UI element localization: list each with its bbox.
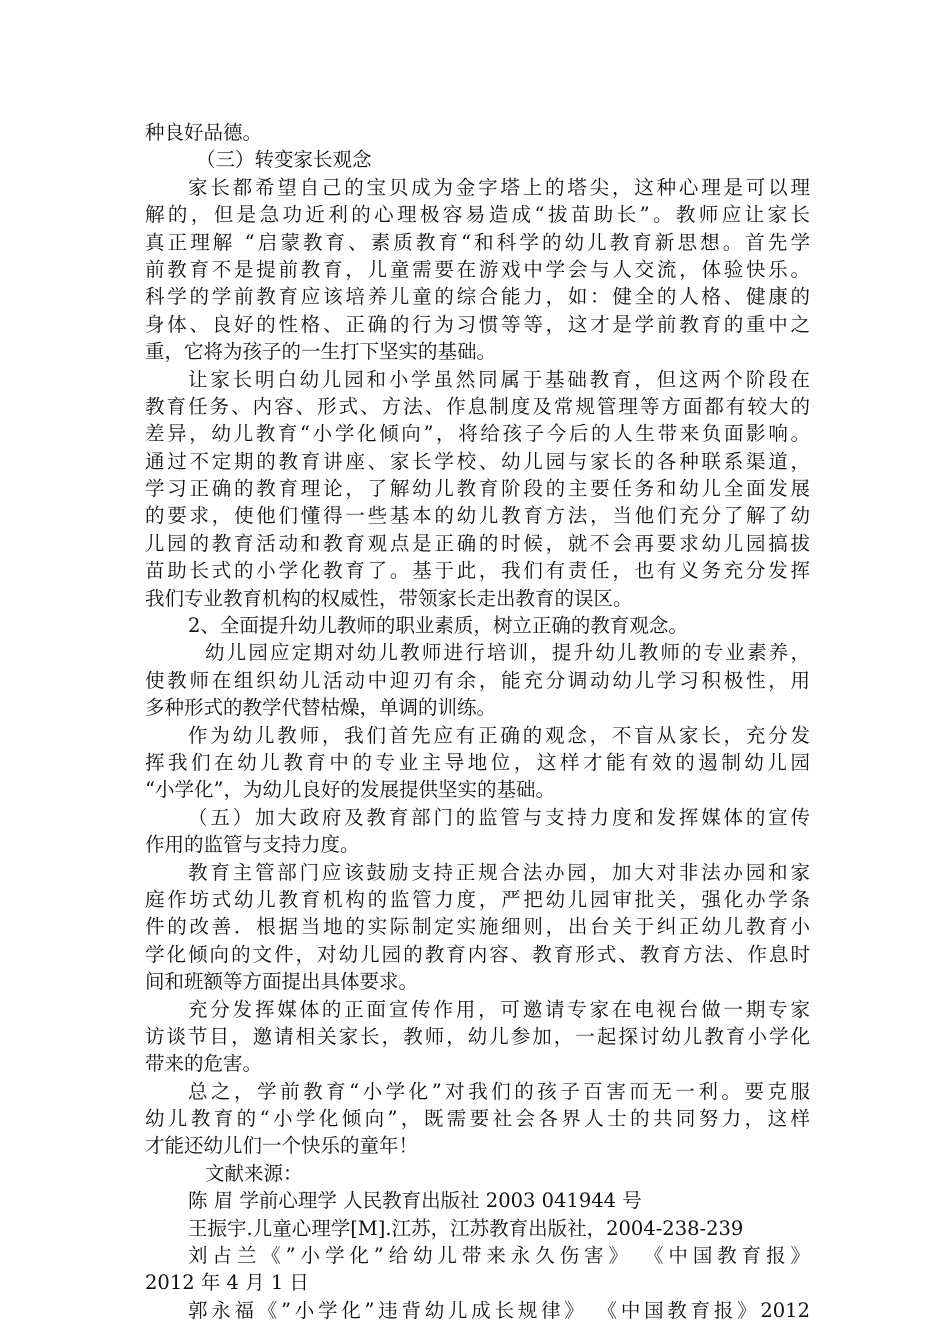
paragraph-line: 的要求，使他们懂得一些基本的幼儿教育方法，当他们充分了解了幼	[145, 504, 810, 528]
paragraph-line: 通过不定期的教育讲座、家长学校、幼儿园与家长的各种联系渠道，	[145, 449, 810, 473]
paragraph-line: 我们专业教育机构的权威性，带领家长走出教育的误区。	[145, 586, 633, 610]
section-heading-5: （五）加大政府及教育部门的监管与支持力度和发挥媒体的宣传	[188, 805, 810, 829]
paragraph-line: 科学的学前教育应该培养儿童的综合能力，如：健全的人格、健康的	[145, 285, 810, 309]
paragraph-line: 儿园的教育活动和教育观点是正确的时候，就不会再要求幼儿园搞拔	[145, 531, 810, 555]
references-heading: 文献来源：	[205, 1161, 303, 1185]
paragraph-line: “小学化”，为幼儿良好的发展提供坚实的基础。	[145, 778, 555, 802]
paragraph-line: 件的改善．根据当地的实际制定实施细则，出台关于纠正幼儿教育小	[145, 915, 810, 939]
paragraph-line: 幼儿教育的“小学化倾向”，既需要社会各界人士的共同努力，这样	[145, 1107, 810, 1131]
paragraph-line: 家长都希望自己的宝贝成为金字塔上的塔尖，这种心理是可以理	[188, 175, 810, 199]
paragraph-line: 才能还幼儿们一个快乐的童年！	[145, 1134, 419, 1158]
paragraph-line: 教育主管部门应该鼓励支持正规合法办园，加大对非法办园和家	[188, 860, 810, 884]
reference-item-continuation: 2012 年 4 月 1 日	[145, 1271, 309, 1295]
paragraph-line: 带来的危害。	[145, 1052, 263, 1076]
paragraph-line: 庭作坊式幼儿教育机构的监管力度，严把幼儿园审批关，强化办学条	[145, 887, 810, 911]
document-page	[145, 119, 810, 1324]
paragraph-line: 前教育不是提前教育，儿童需要在游戏中学会与人交流，体验快乐。	[145, 257, 810, 281]
paragraph-line: 访谈节目，邀请相关家长，教师，幼儿参加，一起探讨幼儿教育小学化	[145, 1024, 810, 1048]
paragraph-line: 苗助长式的小学化教育了。基于此，我们有责任，也有义务充分发挥	[145, 559, 810, 583]
section-heading-2: 2、全面提升幼儿教师的职业素质，树立正确的教育观念。	[188, 614, 688, 638]
reference-item: 刘占兰《”小学化”给幼儿带来永久伤害》 《中国教育报》	[188, 1244, 810, 1268]
paragraph-line: 幼儿园应定期对幼儿教师进行培训，提升幼儿教师的专业素养，	[205, 641, 810, 665]
text-line-continuation: 种良好品德。	[145, 121, 263, 144]
paragraph-line: 教育任务、内容、形式、方法、作息制度及常规管理等方面都有较大的	[145, 394, 810, 418]
paragraph-line: 身体、良好的性格、正确的行为习惯等等，这才是学前教育的重中之	[145, 312, 810, 336]
paragraph-line: 间和班额等方面提出具体要求。	[145, 970, 419, 994]
paragraph-line: 作为幼儿教师，我们首先应有正确的观念，不盲从家长，充分发	[188, 723, 810, 747]
paragraph-line: 挥我们在幼儿教育中的专业主导地位，这样才能有效的遏制幼儿园	[145, 750, 810, 774]
paragraph-line: 真正理解 “启蒙教育、素质教育“和科学的幼儿教育新思想。首先学	[145, 230, 810, 254]
paragraph-line: 解的，但是急功近利的心理极容易造成“拔苗助长”。教师应让家长	[145, 203, 810, 227]
paragraph-line: 差异，幼儿教育“小学化倾向”，将给孩子今后的人生带来负面影响。	[145, 422, 810, 446]
paragraph-line: 学化倾向的文件，对幼儿园的教育内容、教育形式、教育方法、作息时	[145, 942, 810, 966]
paragraph-line: 学习正确的教育理论，了解幼儿教育阶段的主要任务和幼儿全面发展	[145, 477, 810, 501]
reference-item: 郭永福《”小学化”违背幼儿成长规律》 《中国教育报》2012	[188, 1298, 810, 1322]
section-heading-3: （三）转变家长观念	[196, 148, 372, 172]
paragraph-line: 多种形式的教学代替枯燥，单调的训练。	[145, 696, 497, 720]
reference-item: 王振宇.儿童心理学[M].江苏，江苏教育出版社，2004-238-239	[188, 1216, 744, 1240]
paragraph-line: 使教师在组织幼儿活动中迎刃有余，能充分调动幼儿学习积极性，用	[145, 668, 810, 692]
paragraph-line: 充分发挥媒体的正面宣传作用，可邀请专家在电视台做一期专家	[188, 997, 810, 1021]
reference-item: 陈 眉 学前心理学 人民教育出版社 2003 041944 号	[188, 1189, 642, 1213]
paragraph-line: 总之，学前教育“小学化”对我们的孩子百害而无一利。要克服	[188, 1079, 810, 1103]
paragraph-line: 让家长明白幼儿园和小学虽然同属于基础教育，但这两个阶段在	[188, 367, 810, 391]
paragraph-line: 重，它将为孩子的一生打下坚实的基础。	[145, 340, 497, 364]
section-heading-5-continuation: 作用的监管与支持力度。	[145, 833, 360, 857]
